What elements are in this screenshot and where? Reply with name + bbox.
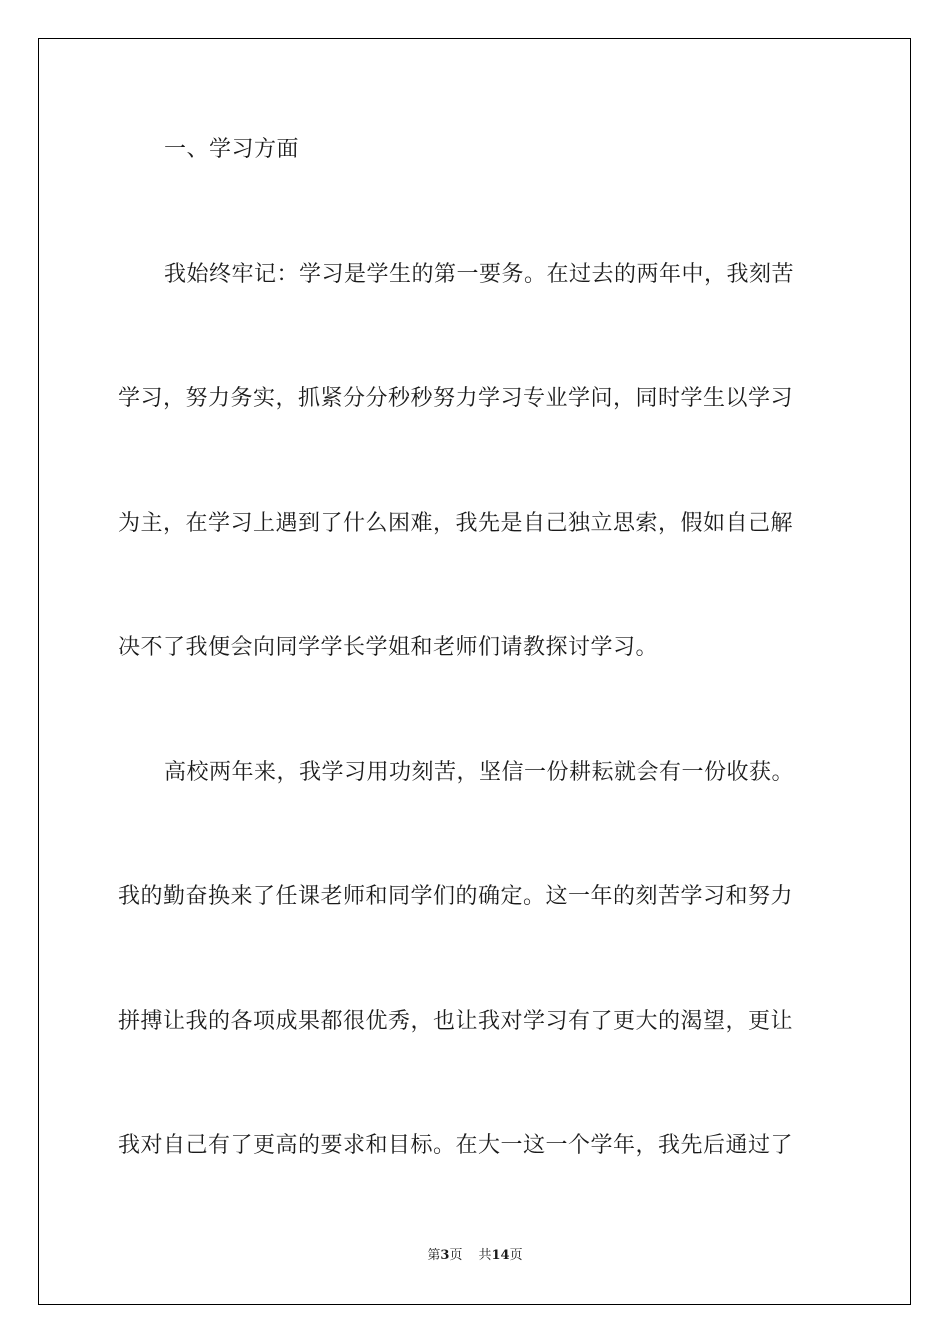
paragraph-2-line-4: 我对自己有了更高的要求和目标。在大一这一个学年，我先后通过了	[118, 1133, 794, 1158]
paragraph-1-line-3: 为主，在学习上遇到了什么困难，我先是自己独立思索，假如自己解	[118, 511, 794, 536]
total-suffix: 页	[509, 1248, 523, 1263]
section-heading: 一、学习方面	[164, 137, 300, 162]
total-pages: 14	[491, 1248, 510, 1263]
page-frame	[38, 38, 911, 1305]
paragraph-2-line-2: 我的勤奋换来了任课老师和同学们的确定。这一年的刻苦学习和努力	[118, 884, 794, 909]
page-number: 3	[440, 1248, 450, 1263]
paragraph-2-line-1: 高校两年来，我学习用功刻苦，坚信一份耕耘就会有一份收获。	[164, 760, 795, 785]
page-footer	[0, 1248, 950, 1264]
paragraph-1-line-1: 我始终牢记：学习是学生的第一要务。在过去的两年中，我刻苦	[164, 262, 795, 287]
paragraph-2-line-3: 拼搏让我的各项成果都很优秀，也让我对学习有了更大的渴望，更让	[118, 1009, 794, 1034]
page-suffix: 页	[449, 1248, 463, 1263]
total-prefix: 共	[478, 1248, 492, 1263]
page-prefix: 第	[427, 1248, 441, 1263]
paragraph-1-line-2: 学习，努力务实，抓紧分分秒秒努力学习专业学问，同时学生以学习	[118, 386, 794, 411]
paragraph-1-line-4: 决不了我便会向同学学长学姐和老师们请教探讨学习。	[118, 635, 659, 660]
